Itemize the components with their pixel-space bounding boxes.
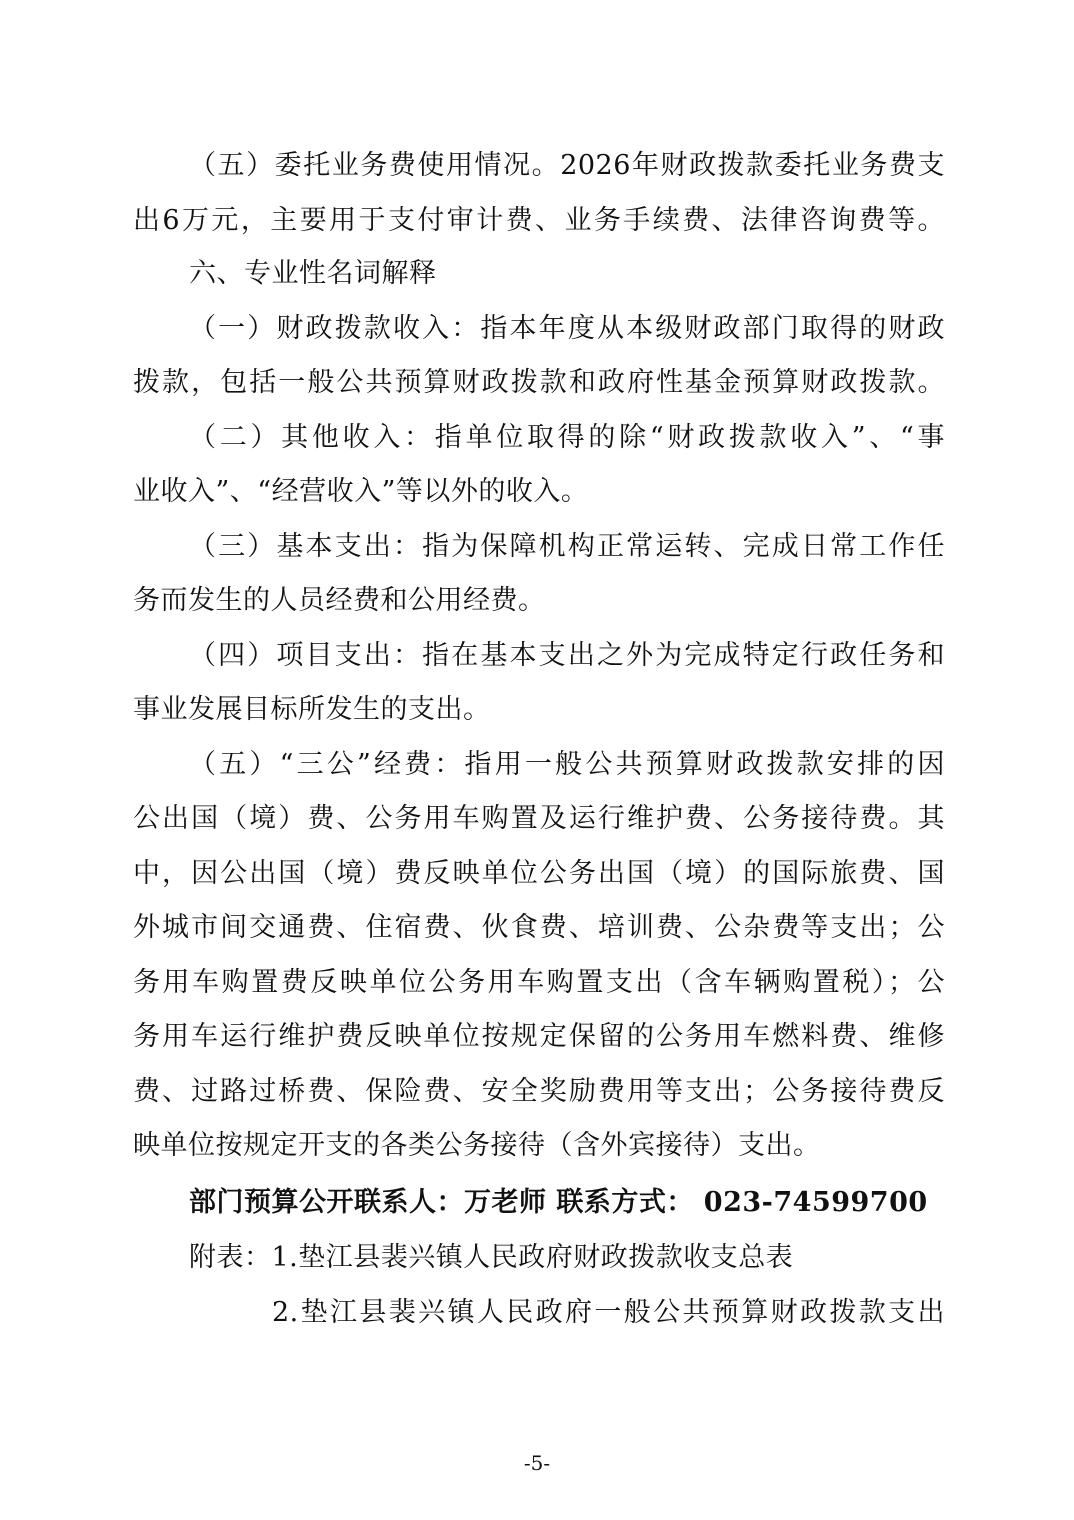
paragraph-line: 费、过路过桥费、保险费、安全奖励费用等支出；公务接待费反 [133,1076,945,1107]
paragraph-line: 公出国（境）费、公务用车购置及运行维护费、公务接待费。其 [133,803,945,834]
paragraph-line: （四）项目支出：指在基本支出之外为完成特定行政任务和 [189,640,945,671]
annex-item: 2.垫江县裴兴镇人民政府一般公共预算财政拨款支出 [272,1297,945,1328]
paragraph-line: 出6万元，主要用于支付审计费、业务手续费、法律咨询费等。 [133,205,945,236]
paragraph-line: 事业发展目标所发生的支出。 [133,694,491,725]
paragraph-line: （二）其他收入：指单位取得的除“财政拨款收入”、“事 [189,422,945,453]
paragraph-line: 务用车购置费反映单位公务用车购置支出（含车辆购置税）；公 [133,967,945,998]
paragraph-line: 外城市间交通费、住宿费、伙食费、培训费、公杂费等支出；公 [133,912,945,943]
paragraph-line: 拨款，包括一般公共预算财政拨款和政府性基金预算财政拨款。 [133,367,945,398]
page-number: -5- [523,1451,551,1475]
paragraph-line: 务而发生的人员经费和公用经费。 [133,585,546,616]
paragraph-line: 中，因公出国（境）费反映单位公务出国（境）的国际旅费、国 [133,858,945,889]
section-heading: 六、专业性名词解释 [189,258,437,289]
contact-line: 部门预算公开联系人：万老师 联系方式： 023-74599700 [189,1187,928,1218]
paragraph-line: 业收入”、“经营收入”等以外的收入。 [133,476,589,507]
paragraph-line: （三）基本支出：指为保障机构正常运转、完成日常工作任 [189,531,945,562]
paragraph-line: （五）“三公”经费：指用一般公共预算财政拨款安排的因 [189,749,945,780]
paragraph-line: （一）财政拨款收入：指本年度从本级财政部门取得的财政 [189,313,945,344]
paragraph-line: 务用车运行维护费反映单位按规定保留的公务用车燃料费、维修 [133,1021,945,1052]
paragraph-line: 映单位按规定开支的各类公务接待（含外宾接待）支出。 [133,1130,821,1161]
annex-item: 附表：1.垫江县裴兴镇人民政府财政拨款收支总表 [189,1242,794,1273]
paragraph-line: （五）委托业务费使用情况。2026年财政拨款委托业务费支 [189,150,945,181]
